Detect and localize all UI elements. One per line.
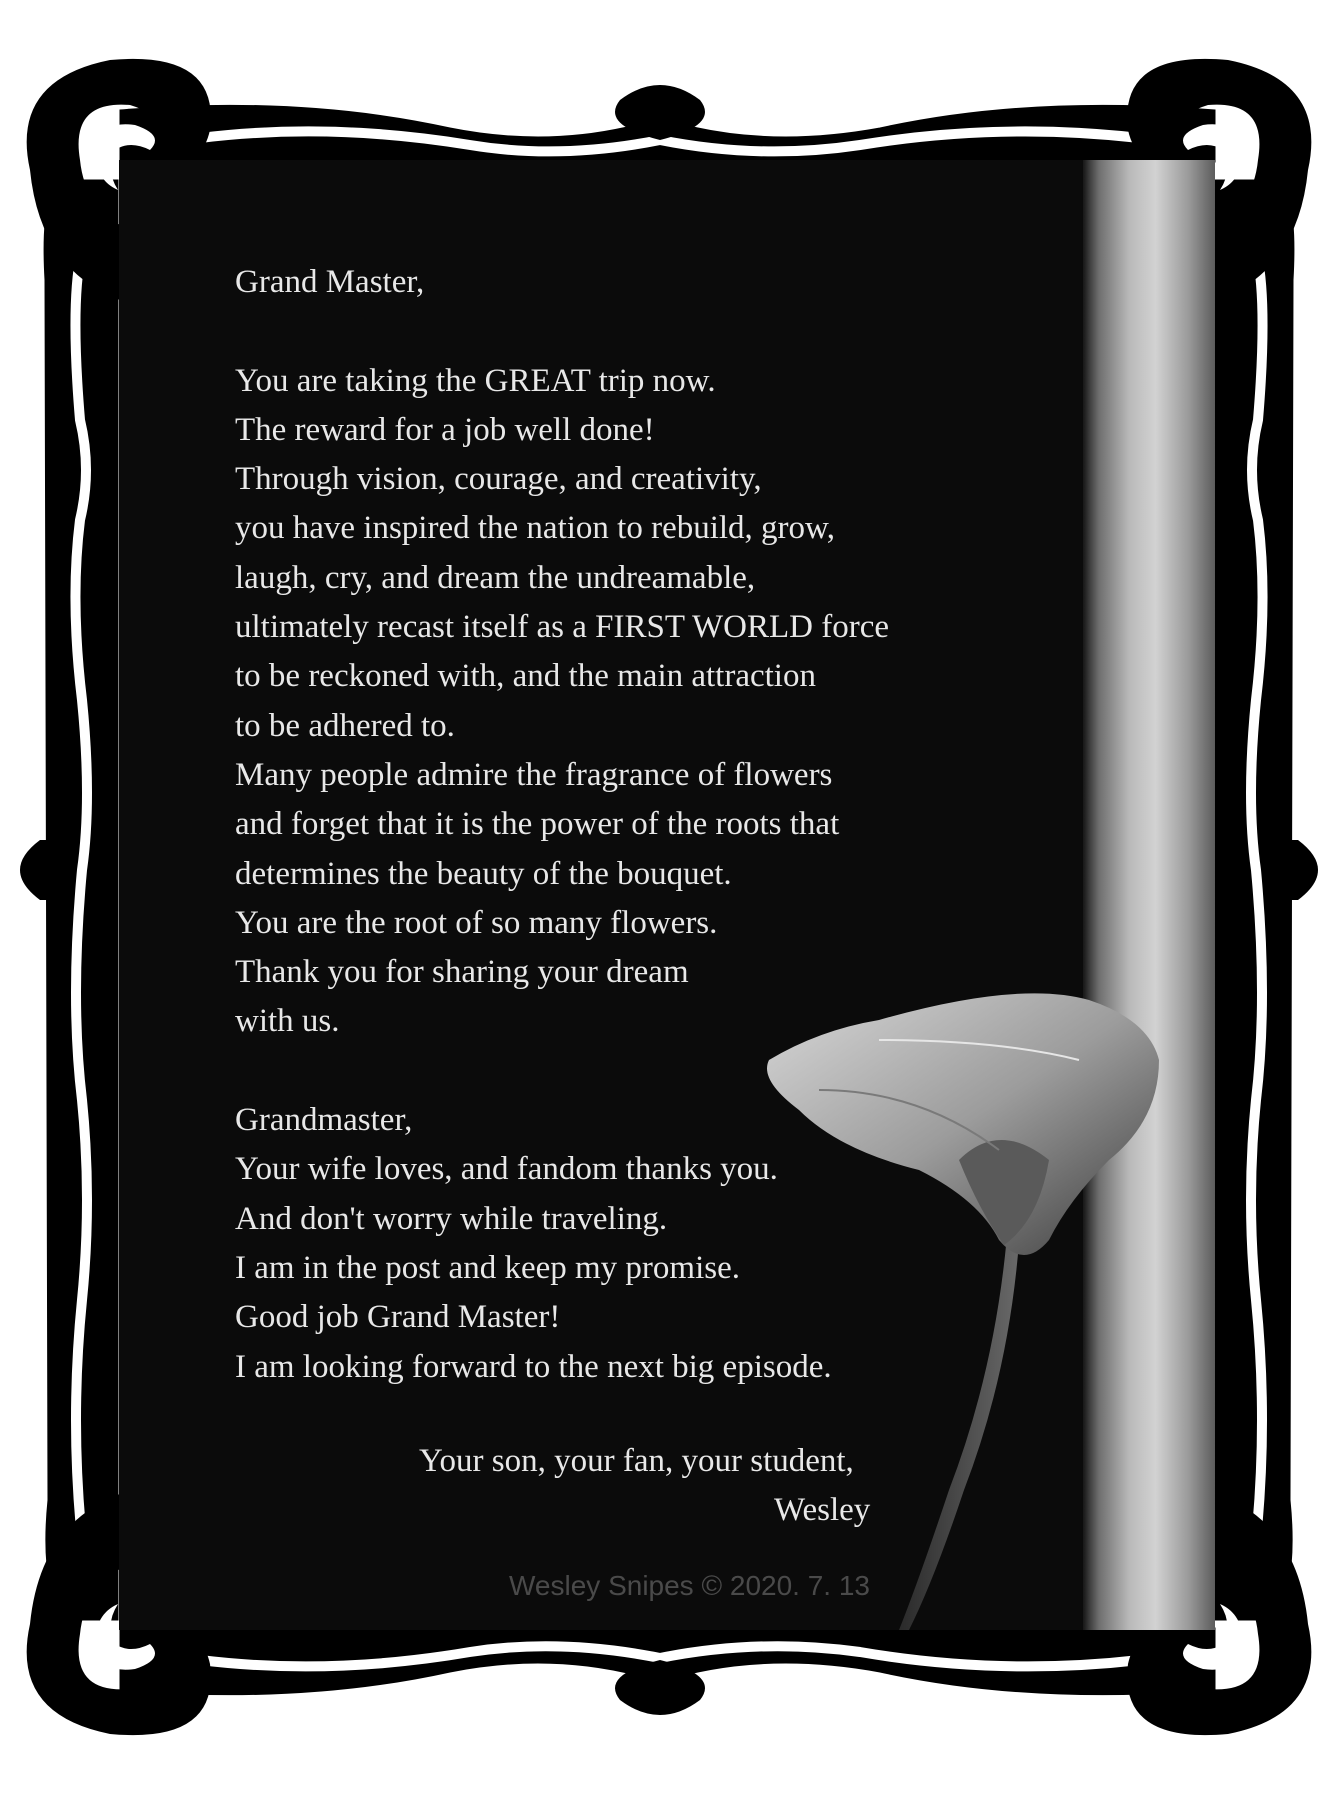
- signature: Wesley: [774, 1492, 871, 1528]
- poem-line: and forget that it is the power of the roots that: [235, 806, 840, 843]
- poem-line: I am looking forward to the next big episode.: [235, 1348, 832, 1385]
- poem-line: And don't worry while traveling.: [235, 1200, 668, 1237]
- poem-line: You are taking the GREAT trip now.: [235, 362, 716, 399]
- poem-line: laugh, cry, and dream the undreamable,: [235, 559, 756, 596]
- greeting: Grand Master,: [235, 264, 425, 300]
- poem-line: Your wife loves, and fandom thanks you.: [235, 1151, 778, 1188]
- letter-panel: [119, 160, 1215, 1630]
- poem-line: you have inspired the nation to rebuild, grow,: [235, 510, 835, 547]
- poem-line: The reward for a job well done!: [235, 411, 655, 448]
- poem-line: determines the beauty of the bouquet.: [235, 855, 732, 892]
- poem-line: Thank you for sharing your dream: [235, 954, 689, 991]
- stanza-gap: [235, 1047, 1075, 1096]
- poem-line: Grandmaster,: [235, 1102, 413, 1139]
- poem-line: Good job Grand Master!: [235, 1299, 561, 1336]
- poem-line: You are the root of so many flowers.: [235, 904, 718, 941]
- copyright-watermark: Wesley Snipes © 2020. 7. 13: [509, 1570, 870, 1601]
- poem-line: I am in the post and keep my promise.: [235, 1249, 740, 1286]
- poem-line: with us.: [235, 1003, 340, 1040]
- letter-body: [235, 258, 1075, 1392]
- stanza-gap: [235, 307, 1075, 356]
- poem-line: ultimately recast itself as a FIRST WORLD force: [235, 609, 890, 646]
- closing-line: Your son, your fan, your student,: [419, 1443, 854, 1479]
- poem-line: Through vision, courage, and creativity,: [235, 461, 762, 498]
- poem-line: to be adhered to.: [235, 707, 455, 744]
- poem-line: to be reckoned with, and the main attraction: [235, 658, 816, 695]
- poem-line: Many people admire the fragrance of flowers: [235, 756, 833, 793]
